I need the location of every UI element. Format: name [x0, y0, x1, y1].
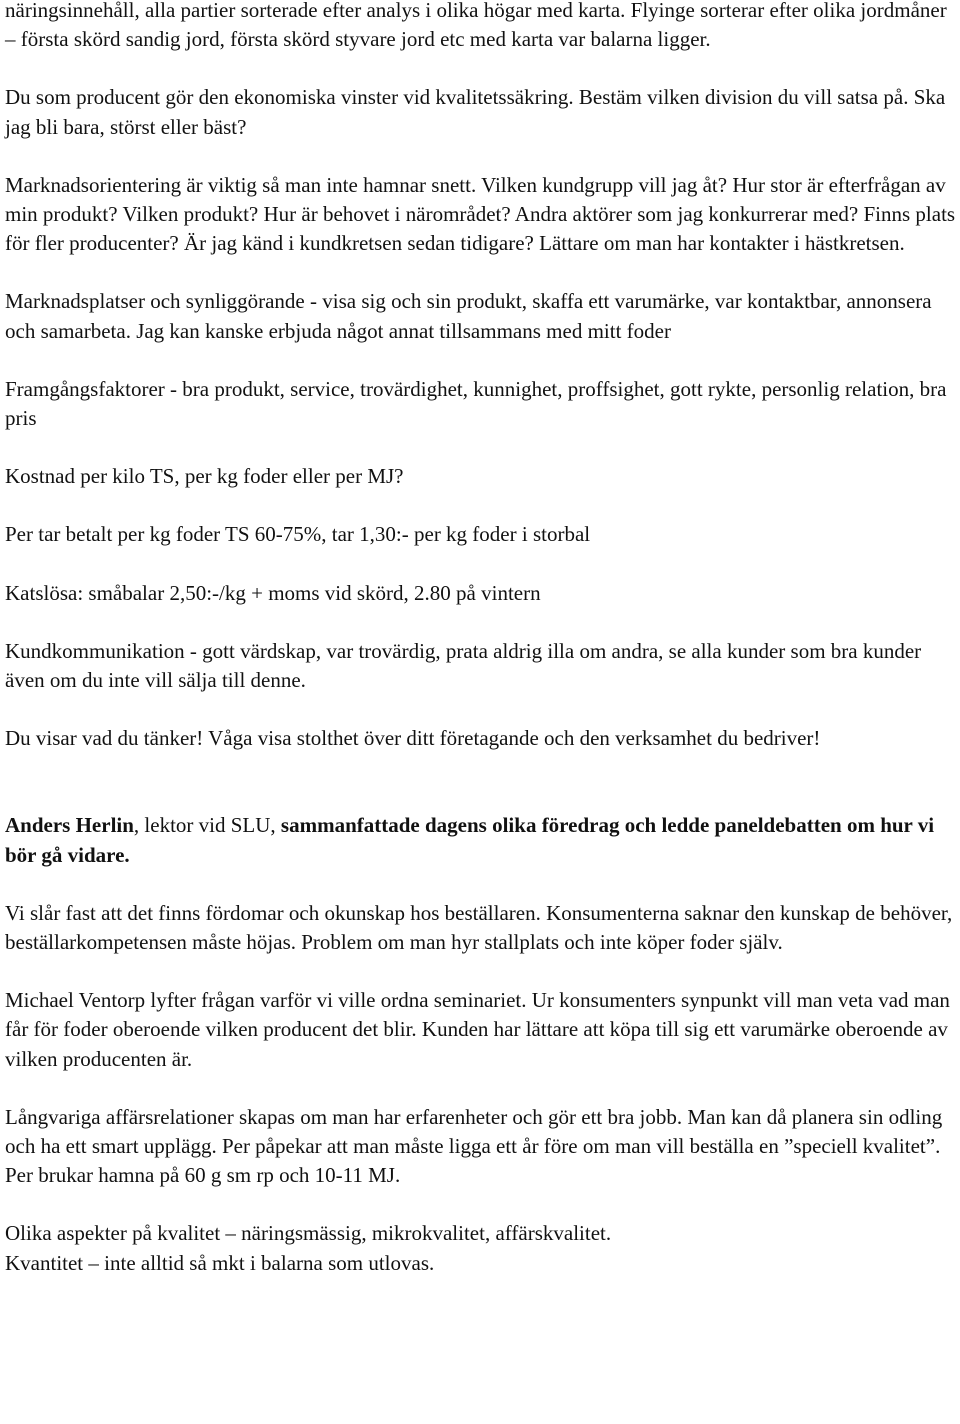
paragraph-per-pricing: Per tar betalt per kg foder TS 60-75%, tar 1,30:- per kg foder i storbal [5, 522, 591, 547]
paragraph-katslosa-pricing: Katslösa: småbalar 2,50:-/kg + moms vid skörd, 2.80 på vintern [5, 580, 541, 605]
paragraph-quality-aspects [5, 1219, 957, 1277]
paragraph-success-factors: Framgångsfaktorer - bra produkt, service, trovärdighet, kunnighet, proffsighet, gott rykte, personlig relation, bra pris [5, 376, 947, 431]
speaker-name: Anders Herlin [5, 813, 134, 838]
quantity-line: Kvantitet – inte alltid så mkt i balarna som utlovas. [5, 1250, 435, 1275]
paragraph-pride: Du visar vad du tänker! Våga visa stolthet över ditt företagande och den verksamhet du bedriver! [5, 726, 821, 751]
paragraph-customer-communication: Kundkommunikation - gott värdskap, var trovärdig, prata aldrig illa om andra, se alla kunder som bra kunder även om du inte vill sälja till denne. [5, 638, 922, 693]
paragraph-market-orientation: Marknadsorientering är viktig så man inte hamnar snett. Vilken kundgrupp vill jag åt? Hur stor är efterfrågan av min produkt? Vilken produkt? Hur är behovet i närområdet? Andra aktörer som jag konkurrerar med? Finns plats för fler producenter? Är jag känd i kundkretsen sedan tidigare? Lättare om man har kontakter i hästkretsen. [5, 172, 956, 256]
paragraph-marketplaces: Marknadsplatser och synliggörande - visa sig och sin produkt, skaffa ett varumärke, var kontaktbar, annonsera och samarbeta. Jag kan kanske erbjuda något annat tillsammans med mitt foder [5, 289, 932, 343]
paragraph-sorting: näringsinnehåll, alla partier sorterade efter analys i olika högar med karta. Flyinge sorterar efter olika jordmåner – första skörd sandig jord, första skörd styvare jord etc med karta var balarna ligger. [5, 0, 947, 52]
quality-aspects-line: Olika aspekter på kvalitet – näringsmässig, mikrokvalitet, affärskvalitet. [5, 1221, 612, 1246]
paragraph-quality-assurance: Du som producent gör den ekonomiska vinster vid kvalitetssäkring. Bestäm vilken division du vill satsa på. Ska jag bli bara, störst eller bäst? [5, 85, 946, 139]
paragraph-cost-question: Kostnad per kilo TS, per kg foder eller per MJ? [5, 464, 404, 489]
paragraph-ventorp: Michael Ventorp lyfter frågan varför vi ville ordna seminariet. Ur konsumenters synpunkt vill man veta vad man får för foder oberoende vilken producent det blir. Kunden har lättare att köpa till sig ett varumärke oberoende av vilken producenten är. [5, 988, 950, 1071]
summary-heading [5, 811, 957, 869]
paragraph-prejudice: Vi slår fast att det finns fördomar och okunskap hos beställaren. Konsumenterna saknar den kunskap de behöver, beställarkompetensen måste höjas. Problem om man hyr stallplats och inte köper foder själv. [5, 900, 953, 955]
paragraph-relations: Långvariga affärsrelationer skapas om man har erfarenheter och gör ett bra jobb. Man kan då planera sin odling och ha ett smart upplägg. Per påpekar att man måste ligga ett år före om man vill beställa en ”speciell kvalitet”. Per brukar hamna på 60 g sm rp och 10-11 MJ. [5, 1104, 943, 1188]
document-page [5, 0, 957, 1278]
speaker-role: , lektor vid SLU, [133, 813, 281, 838]
summary-action: sammanfattade dagens olika föredrag och ledde paneldebatten om hur vi bör gå vidare. [5, 813, 935, 867]
